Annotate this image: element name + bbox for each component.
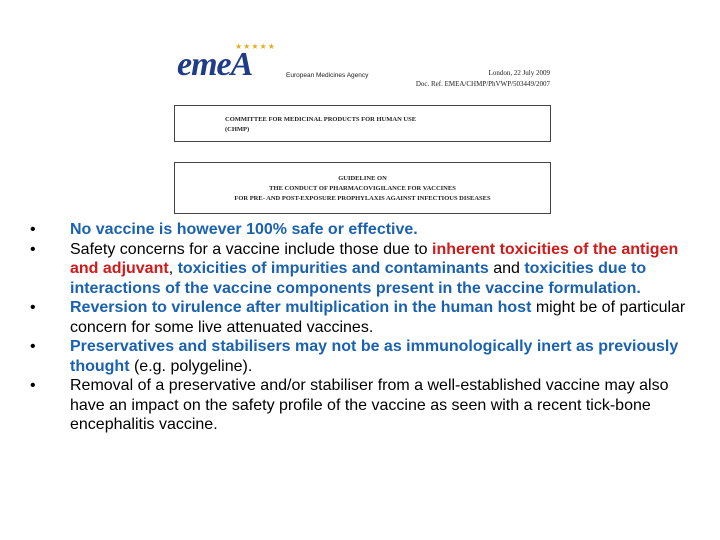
committee-line-2: (CHMP) [225, 126, 250, 133]
document-date: London, 22 July 2009 [488, 69, 550, 77]
bullet-text: (e.g. polygeline). [129, 357, 253, 375]
list-item [30, 298, 695, 337]
agency-name: European Medicines Agency [286, 72, 369, 79]
bullet-highlight-blue: Reversion to virulence after multiplication in the human host [70, 299, 532, 316]
bullet-text: , [168, 260, 178, 277]
list-item [30, 240, 695, 299]
list-item [30, 220, 695, 240]
guideline-line-2: THE CONDUCT OF PHARMACOVIGILANCE FOR VACCINES [269, 185, 456, 192]
bullet-highlight-red: inherent toxicities of the antigen and adjuvant [70, 240, 679, 277]
bullet-highlight-blue: Preservatives and stabilisers may not be as immunologically inert as previously thought [70, 338, 679, 375]
bullet-text: No vaccine is however 100% safe or effective. [70, 221, 418, 238]
document-date-ref [416, 68, 550, 90]
logo-text: emeA [177, 46, 253, 83]
bullet-icon: • [30, 221, 36, 238]
committee-line-1: COMMITTEE FOR MEDICINAL PRODUCTS FOR HUMAN USE [225, 116, 417, 123]
bullet-highlight-blue: toxicities of impurities and contaminants [177, 260, 489, 277]
bullet-text: might be of particular concern for some live attenuated vaccines. [70, 299, 686, 336]
logo-stars-icon: ★★★★★ [235, 42, 276, 51]
document-reference: Doc. Ref. EMEA/CHMP/PhVWP/503449/2007 [415, 80, 550, 88]
bullet-icon: • [30, 338, 36, 355]
committee-box [174, 105, 551, 142]
list-item [30, 376, 695, 435]
bullet-highlight-blue: toxicities due to interactions of the vaccine components present in the vaccine formulation. [70, 260, 647, 297]
document-header-image [165, 38, 560, 214]
guideline-line-3: FOR PRE- AND POST-EXPOSURE PROPHYLAXIS AGAINST INFECTIOUS DISEASES [234, 195, 491, 202]
bullet-icon: • [30, 377, 36, 394]
bullet-text: Removal of a preservative and/or stabiliser from a well-established vaccine may also have an impact on the safety profile of the vaccine as seen with a recent tick-bone encephalitis vaccine. [70, 377, 669, 433]
guideline-line-1: GUIDELINE ON [338, 175, 387, 182]
list-item [30, 337, 695, 376]
bullet-icon: • [30, 240, 36, 258]
bullet-icon: • [30, 299, 36, 316]
bullet-list [30, 220, 695, 435]
bullet-text: and [488, 260, 525, 277]
emea-logo [177, 42, 287, 84]
bullet-text: Safety concerns for a vaccine include those due to [70, 240, 432, 258]
guideline-box [174, 162, 551, 214]
